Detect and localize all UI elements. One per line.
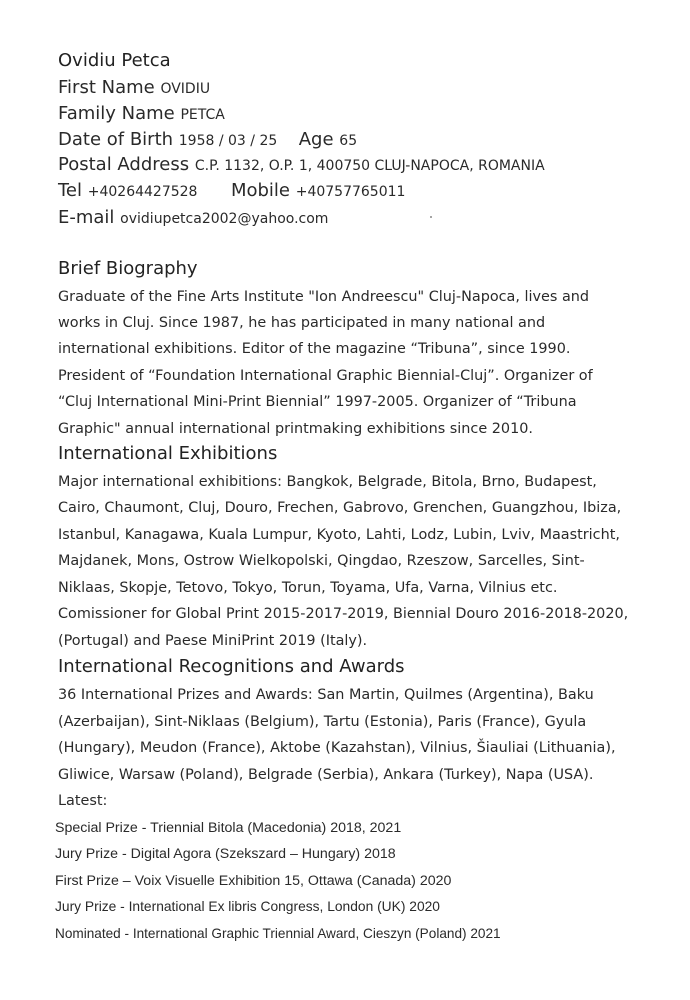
- address-row: [58, 154, 545, 175]
- dob-label: Date of Birth: [58, 129, 174, 150]
- exhibitions-line: Niklaas, Skopje, Tetovo, Tokyo, Torun, Toyama, Ufa, Varna, Vilnius etc.: [58, 580, 558, 596]
- email-value: ovidiupetca2002@yahoo.com: [120, 211, 329, 227]
- family-name-label: Family Name: [58, 103, 175, 124]
- exhibitions-line: Istanbul, Kanagawa, Kuala Lumpur, Kyoto, Lahti, Lodz, Lubin, Lviv, Maastricht,: [58, 527, 620, 543]
- biography-line: President of “Foundation International Graphic Biennial-Cluj”. Organizer of: [58, 368, 593, 384]
- tel-label: Tel: [58, 180, 83, 201]
- dob-value: 1958 / 03 / 25: [178, 133, 278, 149]
- recent-award: First Prize – Voix Visuelle Exhibition 15, Ottawa (Canada) 2020: [55, 873, 452, 889]
- tel-value: +40264427528: [87, 184, 198, 200]
- exhibitions-heading: International Exhibitions: [58, 443, 278, 464]
- exhibitions-line: Comissioner for Global Print 2015-2017-2019, Biennial Douro 2016-2018-2020,: [58, 606, 629, 622]
- biography-line: Graduate of the Fine Arts Institute "Ion Andreescu" Cluj-Napoca, lives and: [58, 289, 590, 305]
- mobile-value: +40757765011: [295, 184, 406, 200]
- biography-heading: Brief Biography: [58, 258, 198, 279]
- awards-latest-label: Latest:: [58, 793, 108, 809]
- exhibitions-line: Majdanek, Mons, Ostrow Wielkopolski, Qingdao, Rzeszow, Sarcelles, Sint-: [58, 553, 585, 569]
- awards-line: (Azerbaijan), Sint-Niklaas (Belgium), Tartu (Estonia), Paris (France), Gyula: [58, 714, 587, 730]
- dob-row: [58, 129, 357, 150]
- address-label: Postal Address: [58, 154, 190, 175]
- recent-award: Nominated - International Graphic Triennial Award, Cieszyn (Poland) 2021: [55, 926, 501, 941]
- recent-award: Jury Prize - International Ex libris Congress, London (UK) 2020: [55, 899, 440, 914]
- recent-award: Jury Prize - Digital Agora (Szekszard – Hungary) 2018: [55, 846, 396, 862]
- biography-line: international exhibitions. Editor of the magazine “Tribuna”, since 1990.: [58, 341, 571, 357]
- awards-line: Gliwice, Warsaw (Poland), Belgrade (Serbia), Ankara (Turkey), Napa (USA).: [58, 767, 594, 783]
- email-label: E-mail: [58, 207, 115, 228]
- recent-award: Special Prize - Triennial Bitola (Macedonia) 2018, 2021: [55, 820, 402, 836]
- family-name-row: [58, 103, 225, 124]
- biography-line: Graphic" annual international printmaking exhibitions since 2010.: [58, 421, 533, 437]
- first-name-value: OVIDIU: [160, 81, 211, 97]
- age-value: 65: [339, 133, 358, 149]
- mobile-label: Mobile: [230, 180, 290, 201]
- phone-row: [58, 180, 405, 201]
- family-name-value: PETCA: [180, 107, 225, 123]
- exhibitions-line: Major international exhibitions: Bangkok, Belgrade, Bitola, Brno, Budapest,: [58, 474, 597, 490]
- biography-line: “Cluj International Mini-Print Biennial” 1997-2005. Organizer of “Tribuna: [58, 394, 577, 410]
- biography-line: works in Cluj. Since 1987, he has participated in many national and: [58, 315, 546, 331]
- speck-mark: [430, 216, 432, 218]
- awards-heading: International Recognitions and Awards: [58, 656, 405, 677]
- first-name-row: [58, 77, 210, 98]
- person-name: Ovidiu Petca: [58, 50, 171, 71]
- exhibitions-line: (Portugal) and Paese MiniPrint 2019 (Italy).: [58, 633, 368, 649]
- exhibitions-line: Cairo, Chaumont, Cluj, Douro, Frechen, Gabrovo, Grenchen, Guangzhou, Ibiza,: [58, 500, 622, 516]
- awards-line: 36 International Prizes and Awards: San Martin, Quilmes (Argentina), Baku: [58, 687, 594, 703]
- address-value: C.P. 1132, O.P. 1, 400750 CLUJ-NAPOCA, ROMANIA: [194, 158, 545, 174]
- awards-line: (Hungary), Meudon (France), Aktobe (Kazahstan), Vilnius, Šiauliai (Lithuania),: [58, 740, 616, 756]
- age-label: Age: [298, 129, 334, 150]
- email-row: [58, 207, 328, 228]
- first-name-label: First Name: [58, 77, 155, 98]
